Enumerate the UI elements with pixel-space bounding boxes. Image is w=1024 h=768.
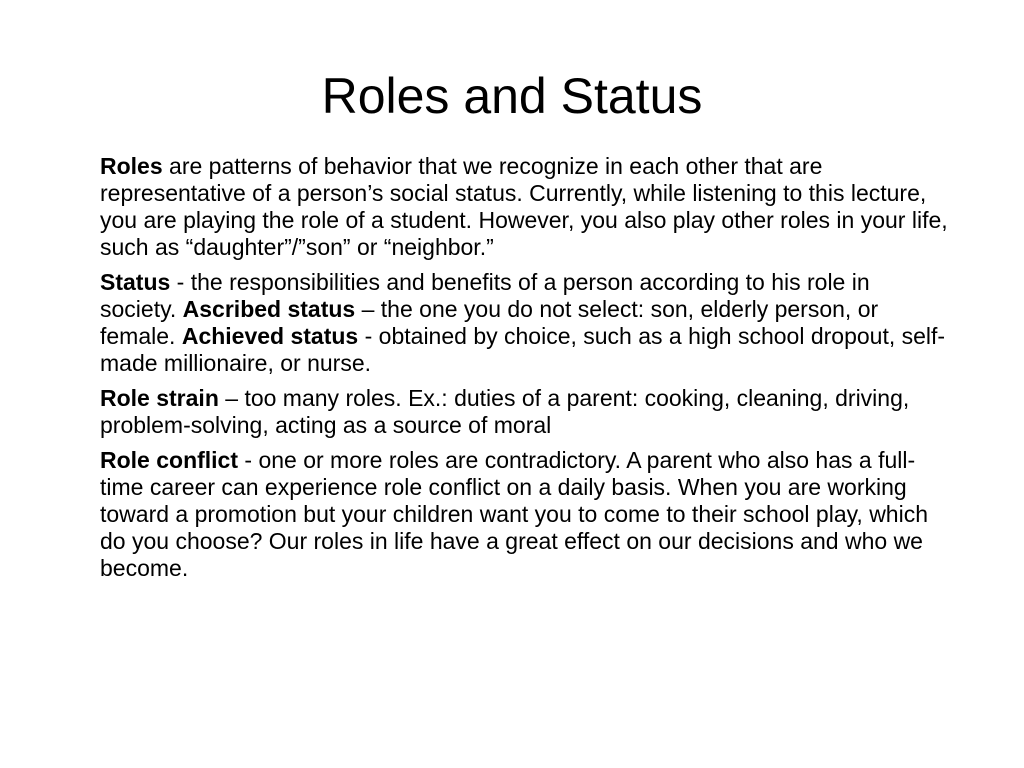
term-status: Status (100, 269, 171, 295)
paragraph-role-strain (100, 385, 950, 439)
text-roles: are patterns of behavior that we recognize in each other that are representative of a person’s social status. Currently, while listening to this lecture, you are playing the role of a student. However, you also play other roles in your life, such as “daughter”/”son” or “neighbor.” (100, 153, 948, 260)
term-ascribed-status: Ascribed status (182, 296, 356, 322)
text-role-strain: – too many roles. Ex.: duties of a parent: cooking, cleaning, driving, problem-solving, acting as a source of moral (100, 385, 910, 438)
text-ascribed-status: – the one you do not select: son, elderly person, or female. (100, 296, 879, 349)
text-role-conflict: - one or more roles are contradictory. A parent who also has a full-time career can experience role conflict on a daily basis. When you are working toward a promotion but your children want you to come to their school play, which do you choose? Our roles in life have a great effect on our decisions and who we become. (100, 447, 928, 581)
term-role-strain: Role strain (100, 385, 219, 411)
paragraph-role-conflict (100, 447, 950, 582)
text-status: - the responsibilities and benefits of a person according to his role in society. (100, 269, 870, 322)
term-role-conflict: Role conflict (100, 447, 239, 473)
paragraph-roles (100, 153, 950, 261)
slide-body (100, 153, 950, 590)
slide-title: Roles and Status (321, 68, 703, 124)
term-achieved-status: Achieved status (181, 323, 359, 349)
paragraph-status (100, 269, 950, 377)
text-achieved-status: - obtained by choice, such as a high school dropout, self-made millionaire, or nurse. (100, 323, 946, 376)
term-roles: Roles (100, 153, 163, 179)
